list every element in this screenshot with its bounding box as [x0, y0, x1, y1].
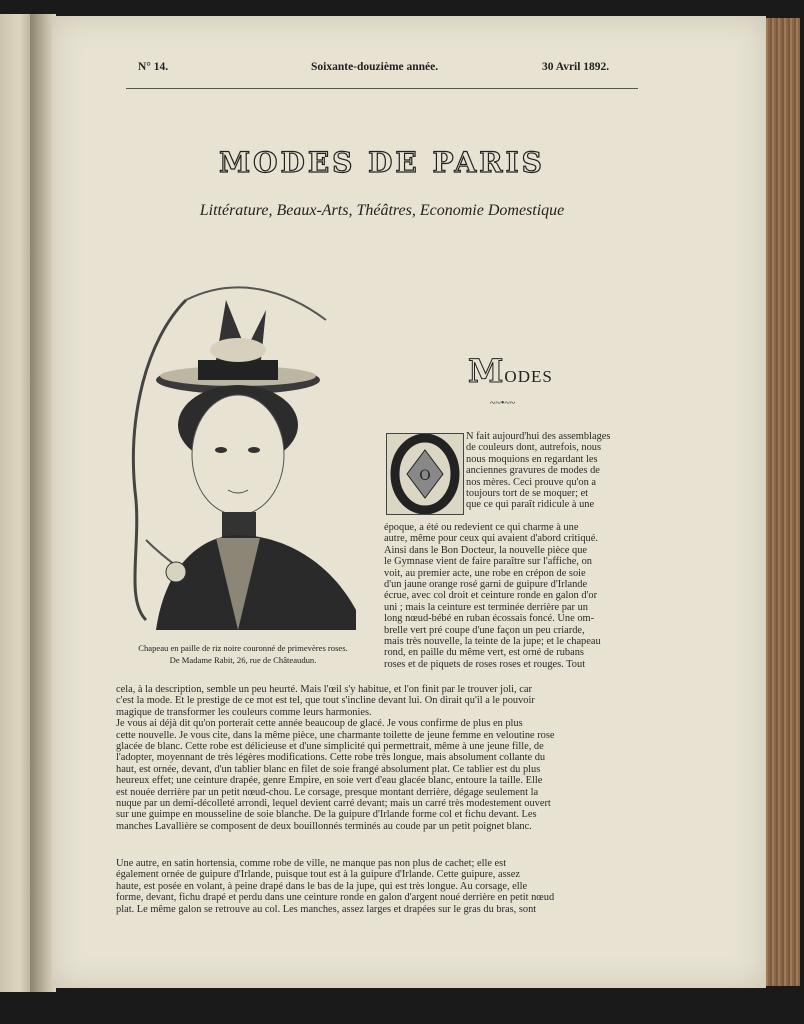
left-page-edge — [0, 14, 32, 992]
article-line: cela, à la description, semble un peu heurté. Mais l'œil s'y habitue, et l'on finit par le trouver joli, car — [116, 684, 532, 695]
article-line: époque, a été ou redevient ce qui charme à une — [384, 522, 579, 533]
article-line: glacée de blanc. Cette robe est délicieuse et d'une simplicité qui permettrait, même à une jeune fille, de — [116, 741, 544, 753]
illustration-caption — [112, 642, 374, 666]
masthead-subtitle: Littérature, Beaux-Arts, Théâtres, Economie Domestique — [199, 202, 565, 219]
article-full-width — [116, 684, 636, 832]
masthead-title: MODES DE PARIS — [219, 146, 545, 179]
article-line: toujours tort de se moquer; et — [466, 488, 589, 500]
article-line: long nœud-bébé en ruban écossais foncé. Une om- — [384, 613, 595, 625]
article-line: roses et de piquets de roses roses et rouges. Tout — [384, 658, 586, 670]
article-line: Je vous ai déjà dit qu'on porterait cette année beaucoup de glacé. Je vous confirme de plus en plus — [116, 718, 523, 730]
article-line: haut, est ornée, devant, d'un tablier blanc en filet de soie frangé absolument plat. Ce tablier est du plus — [116, 763, 541, 775]
hat-illustration — [126, 280, 358, 630]
article-line: Ainsi dans le Bon Docteur, la nouvelle pièce que — [384, 544, 588, 556]
article-line: anciennes gravures de modes de — [466, 465, 600, 477]
article-line: uni ; mais la ceinture est terminée derrière par un — [384, 601, 588, 613]
header-rule — [126, 88, 638, 89]
article-line: mais très nouvelle, la teinte de la jupe; et le chapeau — [384, 636, 601, 648]
article-line: c'est la mode. Et le prestige de ce mot est tel, que tout s'incline devant lui. On dirait qu'il a le pouvoir — [116, 695, 535, 707]
article-line: N fait aujourd'hui des assemblages — [466, 431, 611, 442]
article-line: manches Lavallière se composent de deux bouillonnés terminés au coude par un petit poignet blanc. — [116, 820, 532, 832]
article-full-width-2 — [116, 858, 636, 915]
article-line: d'un jaune orange rosé garni de guipure d'Irlande — [384, 579, 588, 591]
article-line: que ce qui paraît ridicule à une — [466, 499, 595, 511]
drop-cap-letter: O — [419, 468, 431, 484]
article-column-narrow — [466, 431, 636, 511]
article-line: de couleurs dont, autrefois, nous — [466, 442, 602, 454]
section-ornament: ~~•~~ — [490, 398, 516, 409]
article-line: brelle vert pré coupe d'une façon un peu criarde, — [384, 624, 585, 636]
article-line: nuque par un demi-décolleté arrondi, lequel devient carré devant; mais un carré très modestement ouvert — [116, 798, 551, 810]
page-edges — [764, 18, 800, 986]
article-line: est nouée derrière par un petit nœud-chou. Le corsage, presque montant derrière, dégage seulement la — [116, 786, 539, 798]
drop-cap-ornament-icon — [387, 434, 463, 514]
article-line: écrue, avec col droit et ceinture ronde en galon d'or — [384, 590, 598, 602]
article-line: l'adopter, moyennant de très légères modifications. Cette robe très longue, mais absolument collante du — [116, 752, 546, 764]
article-line: plat. Le même galon se retrouve au col. Les manches, assez larges et drapées sur le gras du bras, sont — [116, 903, 537, 915]
issue-year: Soixante-douzième année. — [311, 61, 439, 73]
article-line: nos mères. Ceci prouve qu'on a — [466, 476, 596, 488]
section-title — [468, 352, 578, 390]
article-line: haute, est posée en volant, à peine drapé dans le bas de la jupe, qui est très longue. Au corsage, elle — [116, 880, 528, 892]
caption-line: Chapeau en paille de riz noire couronné de primevères roses. — [138, 643, 348, 653]
article-line: magique de transformer les couleurs comme leurs harmonies. — [116, 706, 372, 718]
article-column-wide — [384, 522, 636, 670]
article-line: rond, en paille du même vert, est orné de rubans — [384, 647, 584, 659]
issue-date: 30 Avril 1892. — [542, 61, 610, 73]
section-title-rest: ODES — [504, 367, 553, 386]
article-line: heureux effet; une ceinture drapée, genre Empire, en soie vert d'eau glacée blanc, entoure la taille. Elle — [116, 775, 543, 787]
article-line: forme, devant, fichu drapé et perdu dans une ceinture ronde en galon d'argent noué derrière en petit nœud — [116, 892, 555, 904]
article-line: sur une guimpe en mousseline de soie blanche. De la guipure d'Irlande forme col et fichu devant. Les — [116, 809, 537, 821]
article-line: Une autre, en satin hortensia, comme robe de ville, ne manque pas non plus de cachet; elle est — [116, 858, 507, 869]
article-line: cette nouvelle. Je vous cite, dans la même pièce, une charmante toilette de jeune femme en veloutine rose — [116, 729, 555, 741]
article-line: également ornée de guipure d'Irlande, puisque tout est à la guipure d'Irlande. Cette guipure, assez — [116, 869, 520, 881]
caption-line: De Madame Rabit, 26, rue de Châteaudun. — [169, 655, 317, 665]
issue-number: N° 14. — [138, 61, 169, 73]
article-line: le Gymnase vient de faire paraître sur l'affiche, on — [384, 556, 592, 568]
section-initial: M — [468, 352, 505, 390]
article-line: autre, même pour ceux qui avaient d'abord critiqué. — [384, 533, 598, 545]
article-line: voit, au premier acte, une robe en crépon de soie — [384, 567, 586, 579]
article-line: nous moquions en regardant les — [466, 453, 598, 465]
drop-cap — [386, 433, 464, 515]
